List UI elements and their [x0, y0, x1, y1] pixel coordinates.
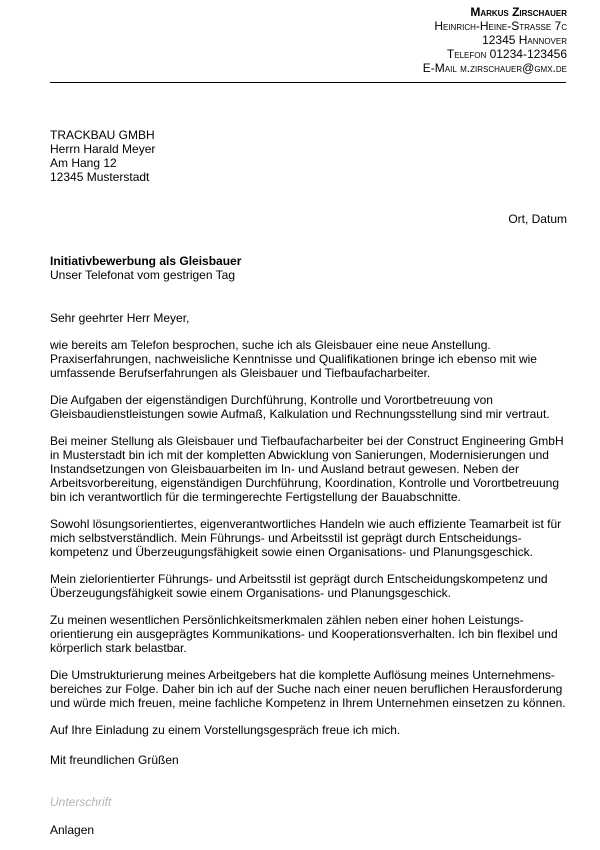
subject-reference: Unser Telefonat vom gestrigen Tag [50, 268, 235, 282]
sender-email: E-Mail m.zirschauer@gmx.de [422, 61, 567, 75]
paragraph: Mein zielorientierter Führungs- und Arbeitsstil ist geprägt durch Entscheidungskompetenz und Überzeugungsfähigkeit sowie einem Organisations- und Planungsgeschick. [50, 572, 548, 600]
subject-title: Initiativbewerbung als Gleisbauer [50, 254, 242, 268]
recipient-city: 12345 Musterstadt [50, 170, 150, 184]
subject-block [50, 254, 241, 282]
enclosure-note: Anlagen [50, 823, 95, 837]
paragraph: Die Aufgaben der eigenständigen Durchführung, Kontrolle und Vorortbetreuung von Gleisbaudienstleistungen sowie Aufmaß, Kalkulation und Rechnungsstellung sind mir vertraut. [50, 393, 550, 421]
paragraph: Auf Ihre Einladung zu einem Vorstellungsgespräch freue ich mich. [50, 723, 401, 737]
recipient-company: TRACKBAU GMBH [50, 128, 155, 142]
salutation: Sehr geehrter Herr Meyer, [50, 311, 190, 325]
place-date: Ort, Datum [508, 212, 567, 226]
letter-body [50, 338, 570, 750]
sender-address [423, 5, 567, 75]
closing: Mit freundlichen Grüßen [50, 753, 179, 767]
recipient-address [50, 128, 155, 184]
sender-phone: Telefon 01234-123456 [446, 47, 567, 61]
paragraph: Die Umstrukturierung meines Arbeitgebers hat die komplette Auflösung meines Unternehmens-bereiches zur Folge. Daher bin ich auf der Suche nach einer neuen beruflichen Herausforderung und würde mich freuen, meine fachliche Kompetenz in Ihrem Unternehmen einsetzen zu können. [50, 668, 566, 710]
signature-placeholder: Unterschrift [50, 795, 112, 809]
paragraph: Bei meiner Stellung als Gleisbauer und Tiefbaufacharbeiter bei der Construct Engineering GmbH in Musterstadt bin ich mit der kompletten Abwicklung von Sanierungen, Modernisierungen und Instandsetzungen von Gleisbauarbeiten im In- und Ausland betraut gewesen. Neben der Arbeitsvorbereitung, eigenständigen Durchführung, Koordination, Kontrolle und Vorortbetreuung bin ich verantwortlich für die termingerechte Fertigstellung der Bauabschnitte. [50, 434, 564, 504]
sender-city: 12345 Hannover [482, 33, 567, 47]
sender-street: Heinrich-Heine-Strasse 7c [434, 19, 567, 33]
recipient-street: Am Hang 12 [50, 156, 117, 170]
sender-name: Markus Zirschauer [470, 5, 567, 19]
paragraph: wie bereits am Telefon besprochen, suche ich als Gleisbauer eine neue Anstellung. Praxiserfahrungen, nachweisliche Kenntnisse und Qualifikationen bringe ich ebenso mit wie umfassende Berufserfahrungen als Gleisbauer und Tiefbaufacharbeiter. [50, 338, 537, 380]
header-divider [50, 82, 566, 83]
paragraph: Zu meinen wesentlichen Persönlichkeitsmerkmalen zählen neben einer hohen Leistungs-orientierung ein ausgeprägtes Kommunikations- und Kooperationsverhalten. Ich bin flexibel und körperlich stark belastbar. [50, 613, 558, 655]
paragraph: Sowohl lösungsorientiertes, eigenverantwortliches Handeln wie auch effiziente Teamarbeit ist für mich selbstverständlich. Mein Führungs- und Arbeitsstil ist geprägt durch Entscheidungs-kompetenz und Überzeugungsfähigkeit sowie einen Organisations- und Planungsgeschick. [50, 517, 562, 559]
recipient-person: Herrn Harald Meyer [50, 142, 156, 156]
